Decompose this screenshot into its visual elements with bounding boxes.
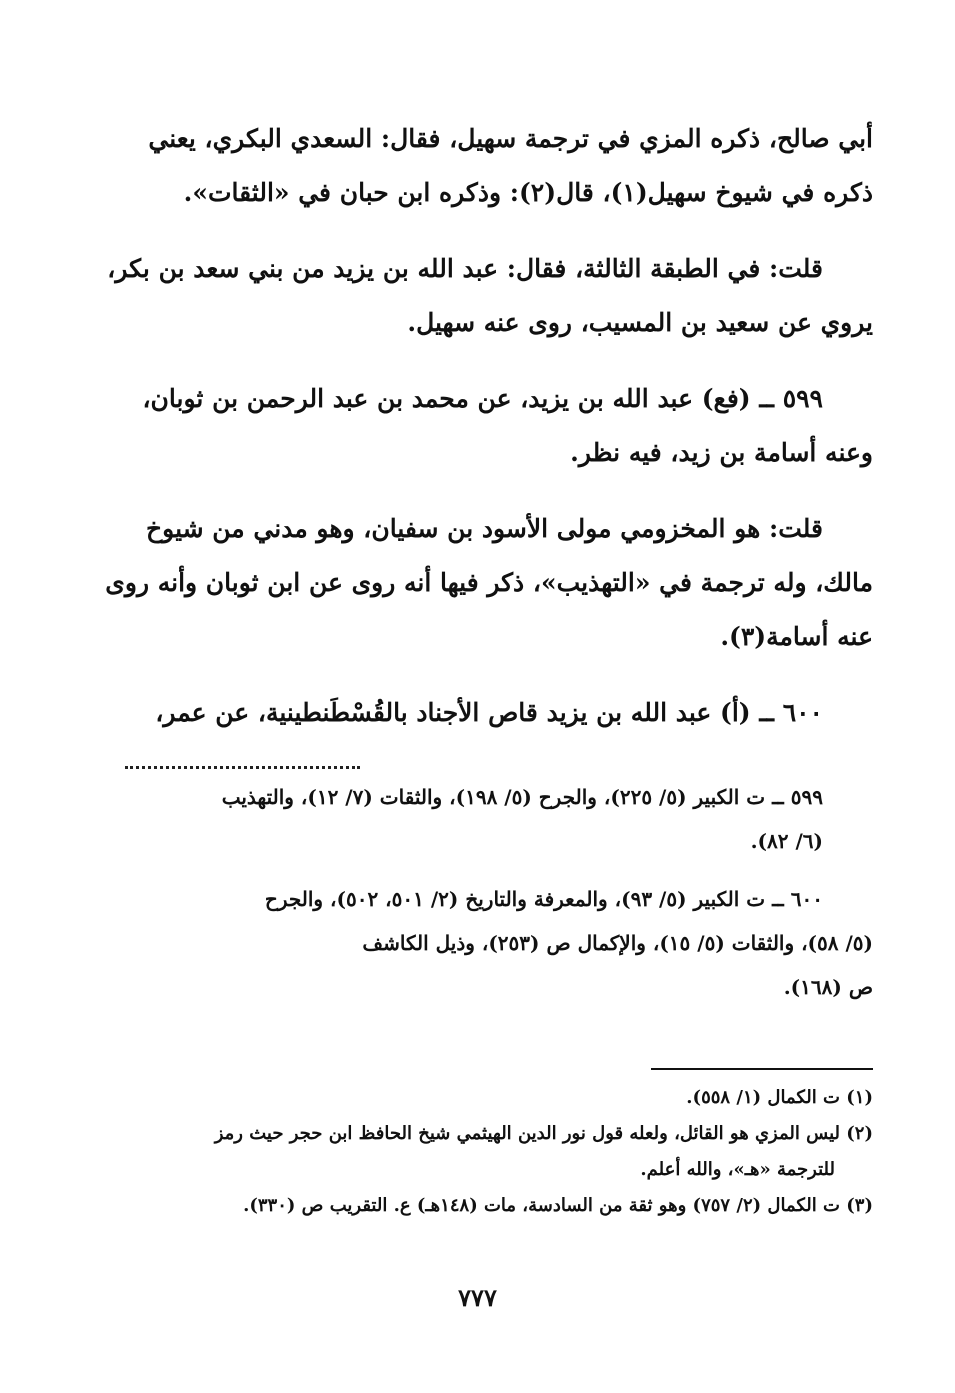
text-line: ٥٩٩ ــ (فع) عبد الله بن يزيد، عن محمد بن عبد الرحمن بن ثوبان، — [142, 384, 823, 413]
entry-600 — [125, 686, 873, 740]
text-line: ص (١٦٨). — [783, 975, 873, 999]
entry-599 — [125, 372, 873, 480]
paragraph-4 — [105, 502, 873, 664]
page-number: ٧٧٧ — [458, 1283, 497, 1312]
text-line: يروي عن سعيد بن المسيب، روى عنه سهيل. — [407, 308, 873, 337]
text-line: قلت: هو المخزومي مولى الأسود بن سفيان، وهو مدني من شيوخ — [146, 514, 823, 543]
text-line: وعنه أسامة بن زيد، فيه نظر. — [570, 438, 873, 467]
text-line: ٦٠٠ ــ (أ) عبد الله بن يزيد قاص الأجناد بالقُسْطَنطينية، عن عمر، — [155, 698, 823, 727]
footnote-2-cont: للترجمة «هـ»، والله أعلم. — [640, 1159, 835, 1180]
text-line: ٥٩٩ ــ ت الكبير (٥/ ٢٢٥)، والجرح (٥/ ١٩٨)، والثقات (٧/ ١٢)، والتهذيب — [221, 785, 823, 809]
text-line: (٥/ ٥٨)، والثقات (٥/ ١٥)، والإكمال ص (٢٥٣)، وذيل الكاشف — [362, 931, 873, 955]
main-text — [105, 112, 873, 1009]
text-line: (٦/ ٨٢). — [750, 829, 823, 853]
text-line: مالك، وله ترجمة في «التهذيب»، ذكر فيها أنه روى عن ابن ثوبان وأنه روى — [105, 568, 873, 597]
dotted-separator — [125, 766, 360, 775]
footnote-1: (١) ت الكمال (١/ ٥٥٨). — [686, 1087, 873, 1108]
footnote-3: (٣) ت الكمال (٢/ ٧٥٧) وهو ثقة من السادسة، مات (١٤٨هـ) ع. التقريب ص (٣٣٠). — [243, 1195, 873, 1216]
takhrij-599 — [125, 775, 873, 863]
takhrij-600 — [125, 877, 873, 1009]
paragraph-2 — [107, 242, 873, 350]
footnote-rule — [651, 1068, 873, 1070]
text-line: أبي صالح، ذكره المزي في ترجمة سهيل، فقال: السعدي البكري، يعني — [148, 124, 873, 153]
text-line: عنه أسامة(٣). — [720, 622, 873, 651]
paragraph-1 — [125, 112, 873, 220]
footnote-2: (٢) ليس المزي هو القائل، ولعله قول نور الدين الهيثمي شيخ الحافظ ابن حجر حيث رمز — [214, 1123, 873, 1144]
footnotes — [125, 1080, 873, 1224]
text-line: ذكره في شيوخ سهيل(١)، قال(٢): وذكره ابن حبان في «الثقات». — [183, 178, 873, 207]
text-line: ٦٠٠ ــ ت الكبير (٥/ ٩٣)، والمعرفة والتاريخ (٢/ ٥٠١، ٥٠٢)، والجرح — [264, 887, 823, 911]
text-line: قلت: في الطبقة الثالثة، فقال: عبد الله بن يزيد من بني سعد بن بكر، — [107, 254, 823, 283]
